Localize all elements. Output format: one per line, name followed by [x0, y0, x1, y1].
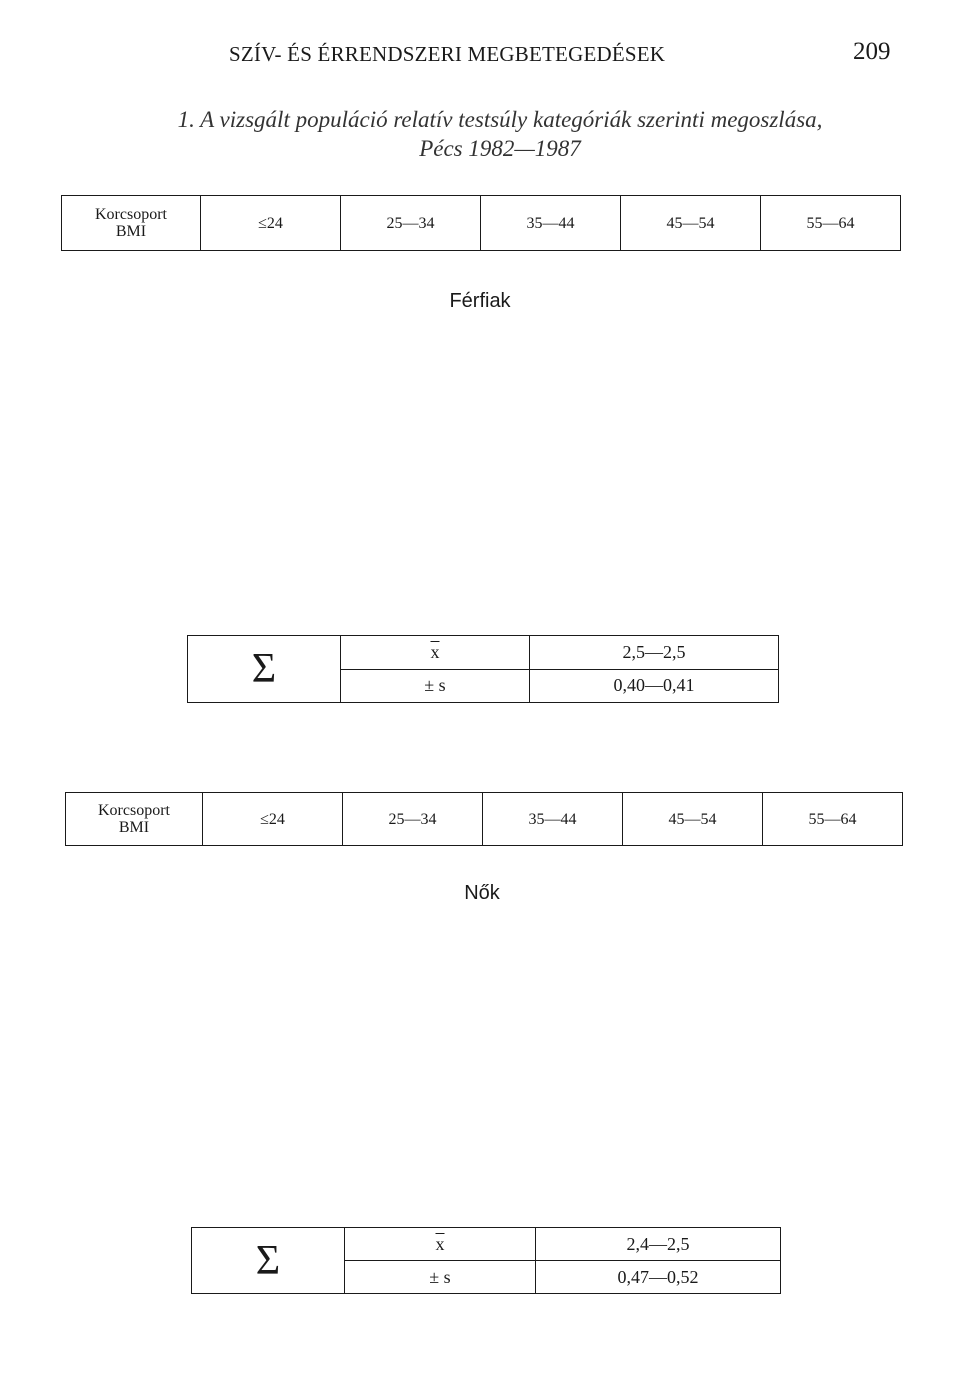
sigma-icon: Σ — [188, 636, 341, 703]
sigma-icon: Σ — [192, 1228, 345, 1294]
age-group-header: 55—64 — [763, 793, 903, 846]
summary-mean-label: $\overline{x}$ — [341, 636, 530, 670]
corner-age-group-label: Korcsoport — [98, 802, 170, 819]
table-title-place-years: Pécs 1982—1987 — [419, 136, 581, 161]
summary-mean-value: 2,4—2,5 — [536, 1228, 781, 1261]
age-group-header: 35—44 — [481, 196, 621, 251]
summary-sd-value: 0,40—0,41 — [530, 669, 779, 703]
age-group-header: 25—34 — [341, 196, 481, 251]
summary-mean-value: 2,5—2,5 — [530, 636, 779, 670]
summary-mean-label: $\overline{x}$ — [345, 1228, 536, 1261]
age-group-header: ≤24 — [201, 196, 341, 251]
summary-sd-label: ± s — [341, 669, 530, 703]
corner-bmi-label: BMI — [115, 223, 147, 240]
age-group-header: 35—44 — [483, 793, 623, 846]
corner-age-group-label: Korcsoport — [95, 206, 167, 223]
header-corner-cell — [66, 793, 203, 846]
men-section-label: Férfiak — [449, 290, 511, 312]
age-group-header: 45—54 — [621, 196, 761, 251]
summary-sd-value: 0,47—0,52 — [536, 1261, 781, 1294]
age-group-header: ≤24 — [203, 793, 343, 846]
men-summary-box — [187, 635, 779, 703]
women-column-header — [65, 792, 903, 846]
page-number: 209 — [853, 38, 891, 65]
men-column-header — [61, 195, 901, 251]
women-section-label: Nők — [464, 882, 500, 904]
age-group-header: 25—34 — [343, 793, 483, 846]
age-group-header: 45—54 — [623, 793, 763, 846]
age-group-header: 55—64 — [761, 196, 901, 251]
summary-sd-label: ± s — [345, 1261, 536, 1294]
corner-bmi-label: BMI — [118, 819, 150, 836]
running-title: SZÍV- ÉS ÉRRENDSZERI MEGBETEGEDÉSEK — [229, 42, 666, 66]
table-title: 1. A vizsgált populáció relatív testsúly kategóriák szerinti megoszlása, — [177, 107, 823, 132]
header-corner-cell — [62, 196, 201, 251]
women-summary-box — [191, 1227, 781, 1294]
